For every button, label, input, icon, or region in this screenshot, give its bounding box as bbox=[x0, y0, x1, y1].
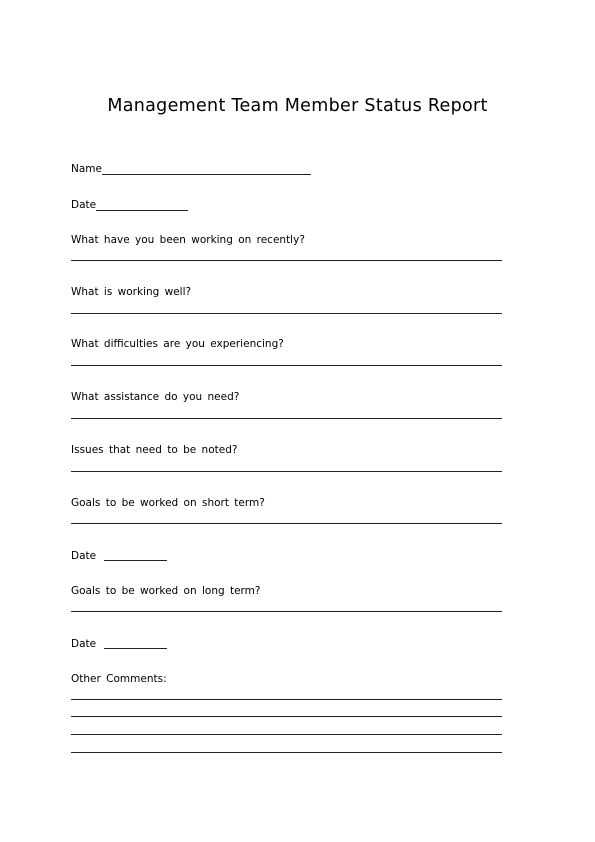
long-term-date-field-line[interactable] bbox=[104, 648, 167, 649]
short-term-date-label: Date bbox=[71, 550, 97, 562]
date-label: Date bbox=[71, 199, 97, 211]
answer-line-working-on[interactable] bbox=[71, 260, 502, 261]
name-field-line[interactable] bbox=[102, 174, 311, 175]
question-assistance: What assistance do you need? bbox=[71, 391, 240, 403]
date-field-line[interactable] bbox=[96, 210, 188, 211]
question-issues: Issues that need to be noted? bbox=[71, 444, 238, 456]
question-working-well: What is working well? bbox=[71, 286, 192, 298]
answer-line-goals-long-term[interactable] bbox=[71, 611, 502, 612]
question-difficulties: What difficulties are you experiencing? bbox=[71, 338, 284, 350]
question-goals-long-term: Goals to be worked on long term? bbox=[71, 585, 261, 597]
name-label: Name bbox=[71, 163, 102, 175]
answer-line-assistance[interactable] bbox=[71, 418, 502, 419]
document-title: Management Team Member Status Report bbox=[107, 96, 488, 116]
comments-line[interactable] bbox=[71, 734, 502, 735]
other-comments-label: Other Comments: bbox=[71, 673, 167, 685]
question-working-on: What have you been working on recently? bbox=[71, 234, 305, 246]
comments-line[interactable] bbox=[71, 752, 502, 753]
answer-line-difficulties[interactable] bbox=[71, 365, 502, 366]
answer-line-issues[interactable] bbox=[71, 471, 502, 472]
comments-line[interactable] bbox=[71, 716, 502, 717]
answer-line-working-well[interactable] bbox=[71, 313, 502, 314]
question-goals-short-term: Goals to be worked on short term? bbox=[71, 497, 265, 509]
comments-line[interactable] bbox=[71, 699, 502, 700]
answer-line-goals-short-term[interactable] bbox=[71, 523, 502, 524]
long-term-date-label: Date bbox=[71, 638, 97, 650]
short-term-date-field-line[interactable] bbox=[104, 560, 167, 561]
